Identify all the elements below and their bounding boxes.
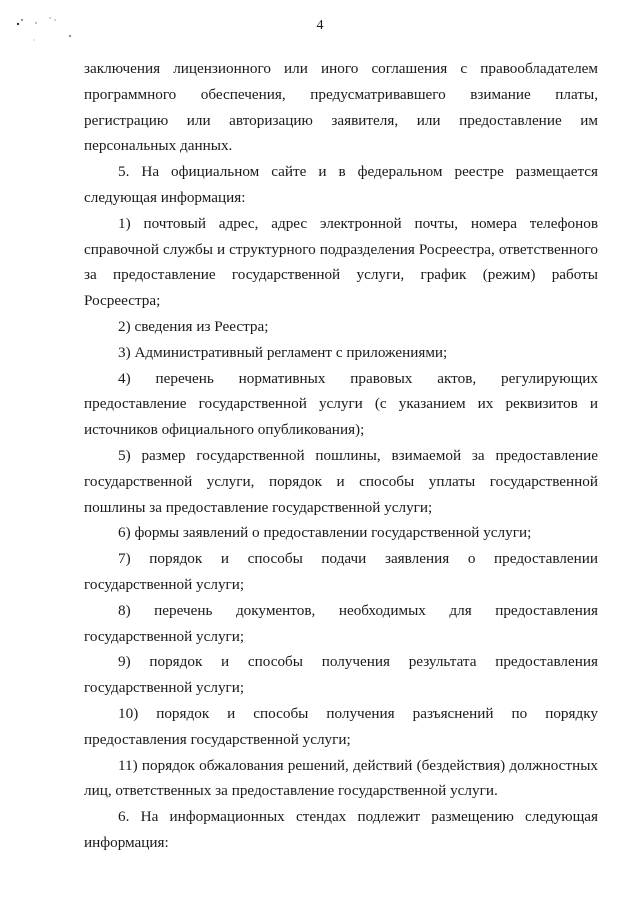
paragraph: заключения лицензионного или иного соглашения с правообладателем программного обеспечения, предусматривавшего взимание платы, регистрацию или авторизацию заявителя, или предоставление им персональных данных. <box>84 60 598 155</box>
list-item: 11) порядок обжалования решений, действий (бездействия) должностных лиц, ответственных за предоставление государственной услуги. <box>84 756 598 800</box>
list-item: 3) Административный регламент с приложениями; <box>118 343 448 361</box>
list-item: 2) сведения из Реестра; <box>118 317 269 335</box>
list-item: 6) формы заявлений о предоставлении государственной услуги; <box>118 524 532 542</box>
list-item: 5) размер государственной пошлины, взимаемой за предоставление государственной услуги, порядок и способы уплаты государственной пошлины за предоставление государственной услуги; <box>84 446 598 516</box>
list-item: 10) порядок и способы получения разъяснений по порядку предоставления государственной услуги; <box>84 704 598 748</box>
list-item: 9) порядок и способы получения результата предоставления государственной услуги; <box>84 653 598 697</box>
document-body <box>84 56 598 856</box>
paragraph-section-6: 6. На информационных стендах подлежит размещению следующая информация: <box>84 808 598 851</box>
page-number: 4 <box>316 18 324 33</box>
list-item: 4) перечень нормативных правовых актов, регулирующих предоставление государственной услуги (с указанием их реквизитов и источников официального опубликования); <box>84 369 598 439</box>
paragraph-section-5: 5. На официальном сайте и в федеральном реестре размещается следующая информация: <box>84 163 598 206</box>
list-item: 7) порядок и способы подачи заявления о предоставлении государственной услуги; <box>84 550 598 593</box>
list-item: 1) почтовый адрес, адрес электронной почты, номера телефонов справочной службы и структурного подразделения Росреестра, ответственного за предоставление государственной услуги, график (режим) работы Росреестра; <box>84 214 598 310</box>
list-item: 8) перечень документов, необходимых для предоставления государственной услуги; <box>84 601 598 645</box>
